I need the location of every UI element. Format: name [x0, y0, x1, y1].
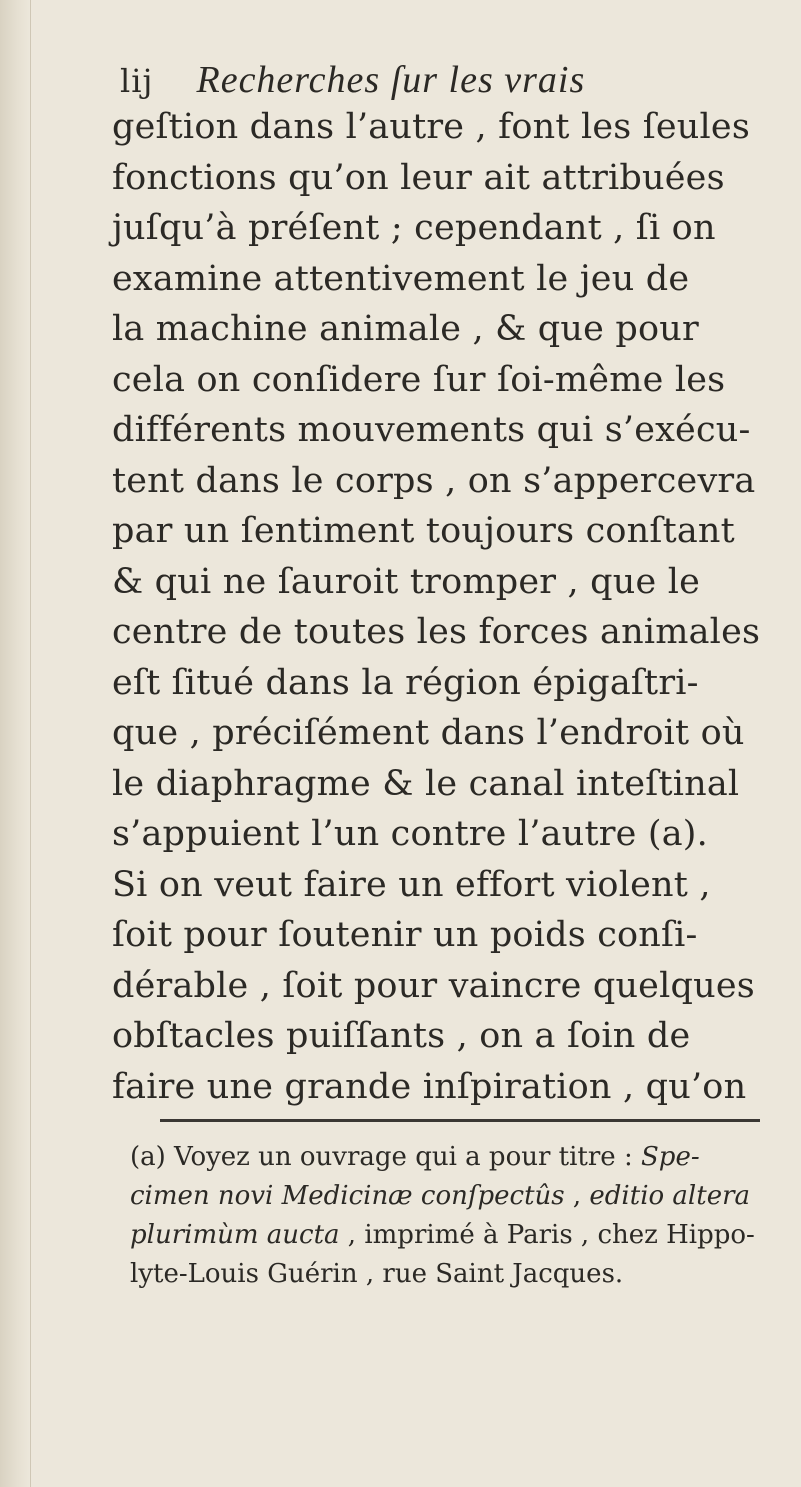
text-line: par un ſentiment toujours conſtant — [112, 511, 735, 551]
text-line: obſtacles puiſſants , on a ſoin de — [112, 1016, 691, 1056]
footnote-line — [130, 1216, 780, 1255]
text-line: tent dans le corps , on s’appercevra — [112, 460, 756, 501]
text-line: que , préciſément dans l’endroit où — [112, 713, 745, 753]
footnote-italic-text: cimen novi Medicinæ conſpectûs — [130, 1181, 565, 1211]
text-line: faire une grande inſpiration , qu’on — [112, 1066, 747, 1107]
text-line: le diaphragme & le canal inteſtinal — [112, 763, 740, 804]
footnote-text: , — [564, 1181, 590, 1211]
body-text — [112, 102, 772, 1112]
footnote-italic-text: Spe- — [641, 1142, 700, 1172]
footnote-text: , imprimé à Paris , chez Hippo- — [339, 1220, 755, 1250]
text-line: cela on conſidere ſur ſoi-même les — [112, 359, 726, 400]
footnote — [130, 1138, 780, 1294]
text-line: juſqu’à préſent ; cependant , ſi on — [112, 208, 716, 248]
text-line: différents mouvements qui s’exécu- — [112, 410, 751, 450]
footnote-rule — [160, 1119, 760, 1122]
text-line: la machine animale , & que pour — [112, 309, 699, 349]
text-line: ſoit pour ſoutenir un poids conſi- — [112, 915, 698, 955]
footnote-line — [130, 1138, 780, 1177]
page-edge — [0, 0, 31, 1487]
text-line: s’appuient l’un contre l’autre (a). — [112, 814, 708, 854]
text-line: fonctions qu’on leur ait attribuées — [112, 157, 725, 198]
text-line: Si on veut faire un effort violent , — [112, 864, 711, 905]
page-number: lij — [120, 62, 154, 100]
text-line: centre de toutes les forces animales — [112, 612, 761, 652]
text-line: eſt ſitué dans la région épigaſtri- — [112, 662, 699, 703]
text-line: dérable , ſoit pour vaincre quelques — [112, 965, 755, 1006]
footnote-italic-text: plurimùm aucta — [130, 1220, 340, 1250]
footnote-line: lyte-Louis Guérin , rue Saint Jacques. — [130, 1259, 624, 1289]
running-head — [120, 58, 760, 101]
footnote-line — [130, 1177, 780, 1216]
text-line: examine attentivement le jeu de — [112, 258, 690, 299]
text-line: & qui ne ſauroit tromper , que le — [112, 561, 701, 602]
footnote-italic-text: editio altera — [589, 1181, 751, 1211]
footnote-text: (a) Voyez un ouvrage qui a pour titre : — [130, 1142, 641, 1172]
running-title: Recherches ſur les vrais — [196, 59, 586, 101]
text-line: geſtion dans l’autre , font les ſeules — [112, 107, 751, 147]
